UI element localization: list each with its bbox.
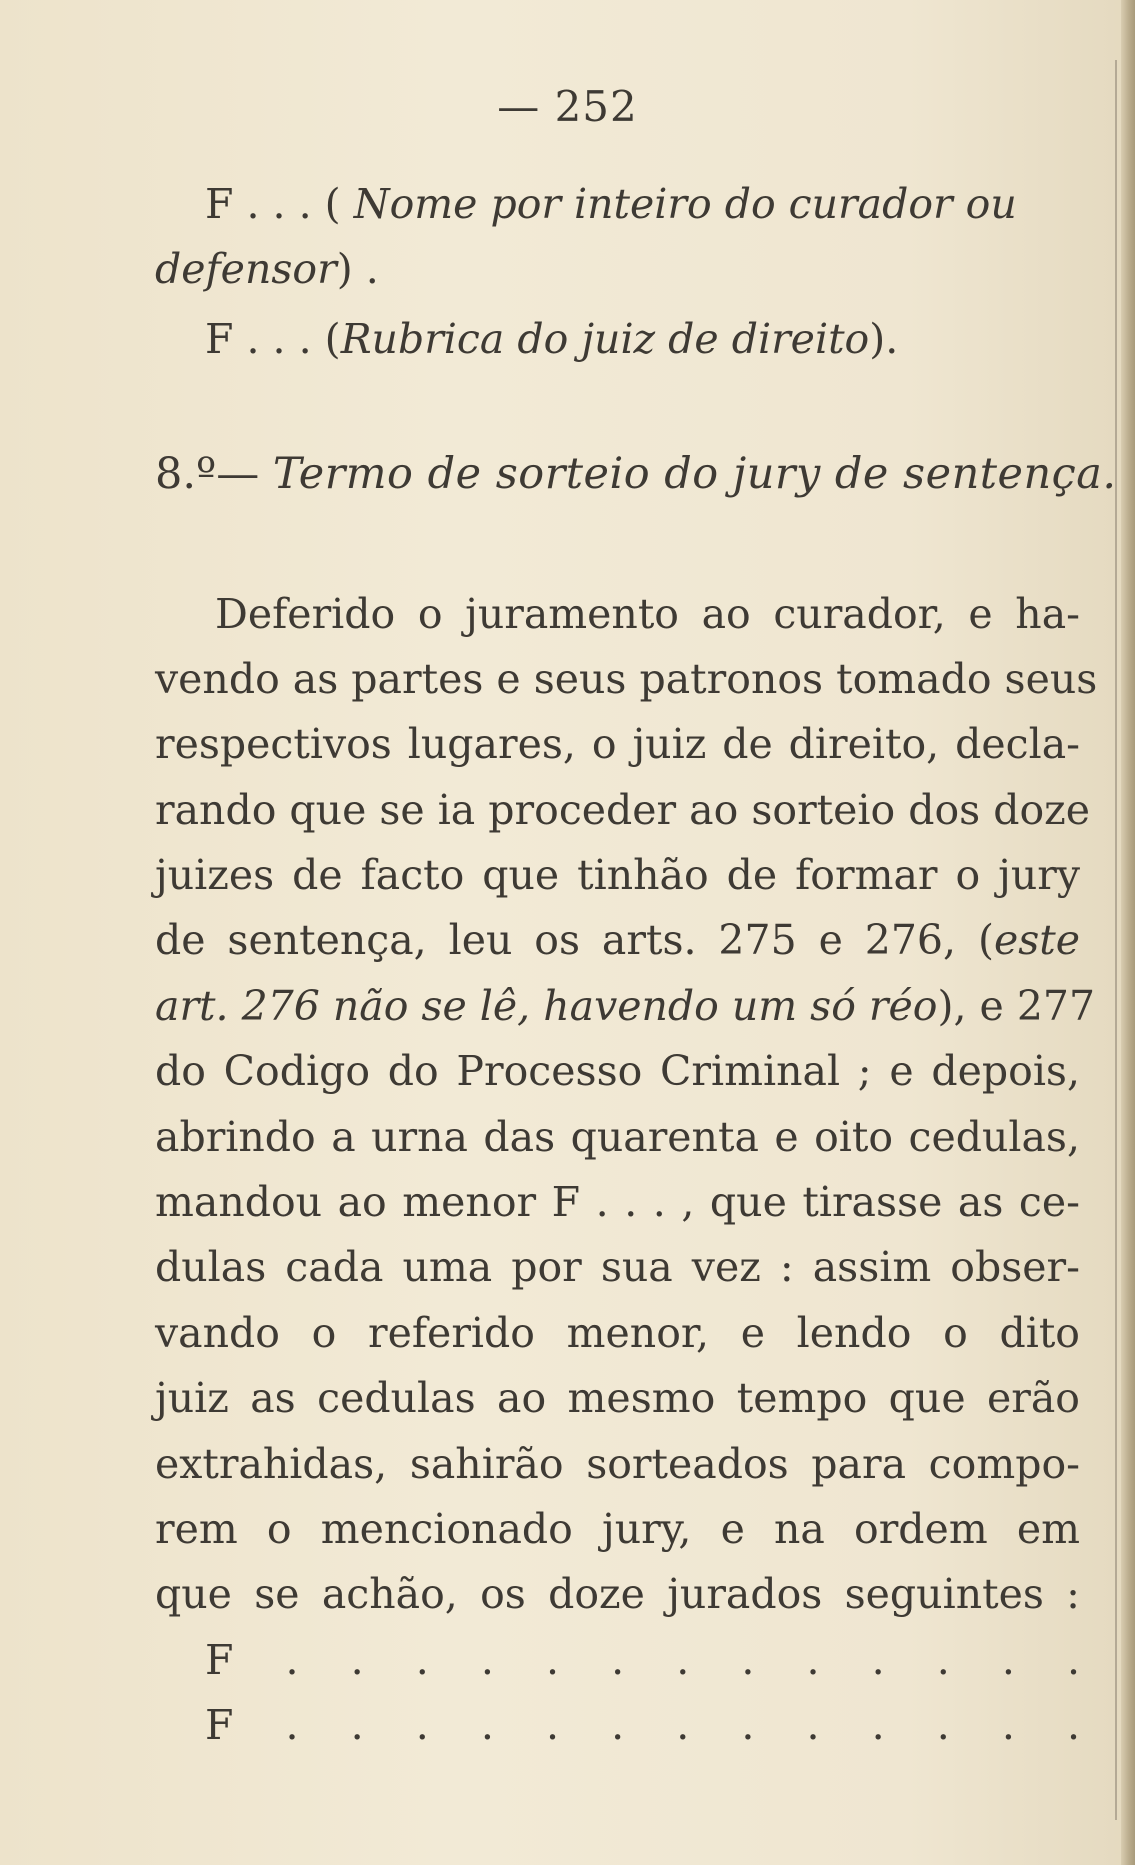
paragraph-line-6-text: de sentença, leu os arts. 275 e 276, (	[155, 916, 994, 964]
paragraph-line-5: juizes de facto que tinhão de formar o jury	[155, 851, 1080, 899]
paragraph-line-4: rando que se ia proceder ao sorteio dos doze	[155, 786, 1091, 834]
page-edge	[1121, 0, 1135, 1865]
paragraph-line-16: que se achão, os doze jurados seguintes :	[155, 1570, 1080, 1618]
paragraph-line-1: Deferido o juramento ao curador, e ha-	[215, 590, 1080, 638]
paragraph-line-3: respectivos lugares, o juiz de direito, decla-	[155, 720, 1080, 768]
page-number: — 252	[497, 82, 638, 131]
paragraph-line-6-italic: este	[993, 916, 1080, 964]
signature-line-curador	[205, 180, 1130, 228]
signature-note-cont: defensor	[155, 245, 337, 293]
juror-line-1: F . . . . . . . . . . . . .	[205, 1636, 1080, 1684]
paragraph-line-6	[155, 916, 1080, 964]
paragraph-line-8: do Codigo do Processo Criminal ; e depois,	[155, 1047, 1080, 1095]
paragraph-line-7	[155, 982, 1096, 1030]
paragraph-line-7-italic: art. 276 não se lê, havendo um só réo	[155, 982, 938, 1030]
section-title: Termo de sorteio do jury de sentença.	[272, 449, 1117, 499]
paragraph-line-10: mandou ao menor F . . . , que tirasse as ce-	[155, 1178, 1080, 1226]
paragraph-line-14: extrahidas, sahirão sorteados para compo-	[155, 1440, 1080, 1488]
signature-close: ) .	[336, 245, 379, 293]
section-heading	[155, 449, 1117, 499]
paragraph-line-13: juiz as cedulas ao mesmo tempo que erão	[155, 1374, 1080, 1422]
signature-line-juiz	[205, 315, 1130, 363]
signature-line-curador-cont	[155, 245, 1080, 293]
paragraph-line-2: vendo as partes e seus patronos tomado seus	[155, 655, 1098, 703]
paragraph-line-7-text: ), e 277	[937, 982, 1096, 1030]
paragraph-line-11: dulas cada uma por sua vez : assim obser-	[155, 1243, 1080, 1291]
signature-prefix: F . . . (	[205, 180, 354, 228]
signature-close-juiz: ).	[869, 315, 899, 363]
paragraph-line-15: rem o mencionado jury, e na ordem em	[155, 1505, 1080, 1553]
juror-line-2: F . . . . . . . . . . . . .	[205, 1701, 1080, 1749]
section-number: 8.º—	[155, 449, 273, 499]
paragraph-line-12: vando o referido menor, e lendo o dito	[155, 1309, 1080, 1357]
signature-note-juiz: Rubrica do juiz de direito	[340, 315, 870, 363]
paragraph-line-9: abrindo a urna das quarenta e oito cedulas,	[155, 1113, 1080, 1161]
signature-note: Nome por inteiro do curador ou	[353, 180, 1017, 228]
signature-prefix-juiz: F . . . (	[205, 315, 341, 363]
